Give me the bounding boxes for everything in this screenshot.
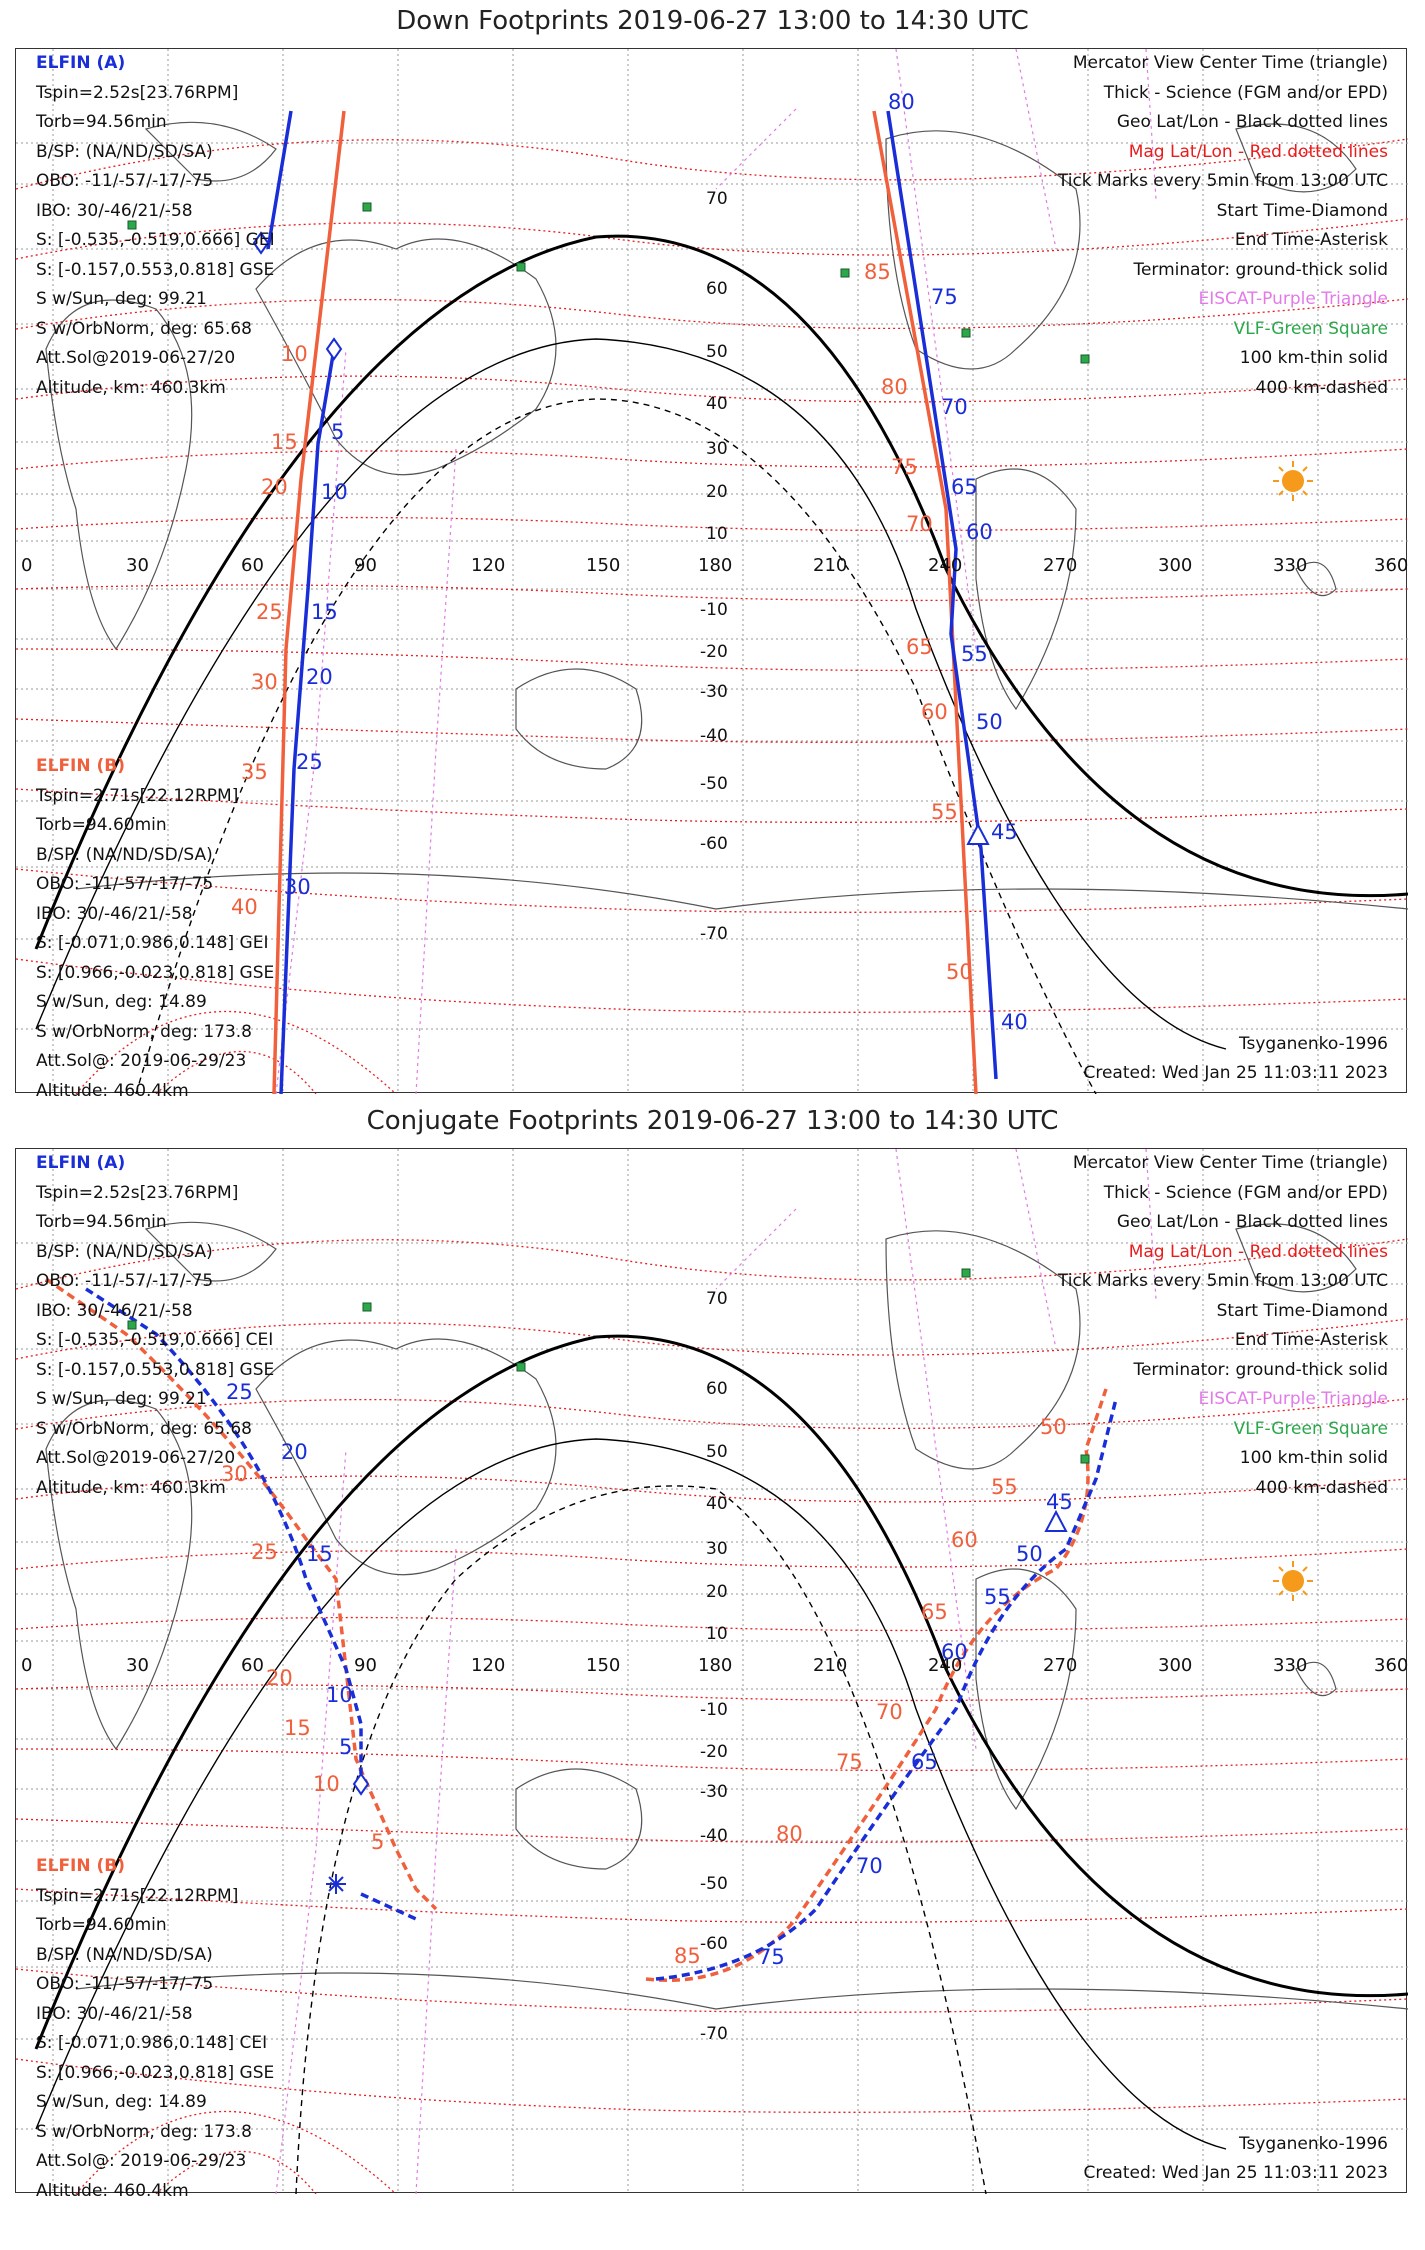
info-line: S: [-0.157,0.553,0.818] GSE [36, 259, 275, 280]
info-line: Altitude: 460.4km [36, 1080, 189, 1101]
svg-text:65: 65 [951, 475, 978, 499]
legend-terminator: Terminator: ground-thick solid [1133, 1359, 1388, 1380]
svg-text:85: 85 [864, 260, 891, 284]
elfin-b-name: ELFIN (B) [36, 756, 126, 776]
info-line: OBO: -11/-57/-17/-75 [36, 1271, 214, 1291]
elfin-b-track [274, 111, 976, 1094]
elfin-a-name: ELFIN (A) [36, 53, 126, 73]
svg-text:150: 150 [586, 1655, 621, 1676]
svg-text:30: 30 [126, 555, 149, 576]
legend-400km: 400 km-dashed [1255, 377, 1388, 398]
svg-text:75: 75 [836, 1750, 863, 1774]
svg-text:120: 120 [471, 1655, 506, 1676]
svg-text:60: 60 [941, 1640, 968, 1664]
svg-text:10: 10 [706, 1624, 728, 1644]
svg-text:60: 60 [241, 555, 264, 576]
info-line: Att.Sol@: 2019-06-29/23 [36, 2151, 247, 2171]
info-line: Torb=94.60min [36, 815, 167, 835]
svg-text:300: 300 [1158, 555, 1193, 576]
model-info [1083, 2130, 1388, 2188]
info-line: S: [-0.157,0.553,0.818] GSE [36, 1359, 275, 1380]
info-line: Tspin=2.52s[23.76RPM] [36, 1182, 239, 1203]
elfin-a-tick-labels [284, 90, 1028, 1034]
info-line: S w/Sun, deg: 14.89 [36, 2092, 207, 2112]
legend-ticks: Tick Marks every 5min from 13:00 UTC [1057, 1271, 1388, 1291]
info-line: B/SP: (NA/ND/SD/SA) [36, 844, 213, 865]
svg-text:45: 45 [1046, 1490, 1073, 1514]
svg-text:15: 15 [311, 600, 338, 624]
info-line: S w/OrbNorm, deg: 65.68 [36, 318, 253, 339]
svg-text:20: 20 [266, 1666, 293, 1690]
info-line: Torb=94.56min [36, 1212, 167, 1232]
info-line: B/SP: (NA/ND/SD/SA) [36, 1944, 213, 1965]
info-line: IBO: 30/-46/21/-58 [36, 1300, 193, 1321]
svg-text:75: 75 [931, 285, 958, 309]
svg-text:45: 45 [991, 820, 1018, 844]
elfin-b-info [36, 1852, 274, 2206]
svg-text:-40: -40 [700, 1826, 728, 1846]
svg-text:-10: -10 [700, 1700, 728, 1720]
svg-text:25: 25 [226, 1380, 253, 1404]
svg-text:60: 60 [951, 1528, 978, 1552]
svg-text:40: 40 [706, 394, 728, 414]
svg-text:5: 5 [371, 1830, 385, 1854]
svg-text:-70: -70 [700, 2024, 728, 2044]
legend-view: Mercator View Center Time (triangle) [1072, 1153, 1388, 1173]
info-line: S: [-0.071,0.986,0.148] GEI [36, 933, 269, 953]
info-line: Altitude, km: 460.3km [36, 377, 226, 398]
svg-text:30: 30 [126, 1655, 149, 1676]
info-line: B/SP: (NA/ND/SD/SA) [36, 141, 213, 162]
legend [1058, 49, 1388, 403]
svg-text:60: 60 [241, 1655, 264, 1676]
svg-text:55: 55 [931, 800, 958, 824]
svg-text:-20: -20 [700, 1742, 728, 1762]
svg-text:-20: -20 [700, 642, 728, 662]
svg-text:30: 30 [706, 439, 728, 459]
elfin-a-track [268, 111, 996, 1094]
info-line: B/SP: (NA/ND/SD/SA) [36, 1241, 213, 1262]
created-timestamp: Created: Wed Jan 25 11:03:11 2023 [1083, 1063, 1388, 1083]
svg-text:5: 5 [339, 1735, 353, 1759]
svg-text:330: 330 [1273, 1655, 1308, 1676]
info-line: IBO: 30/-46/21/-58 [36, 903, 193, 924]
svg-text:30: 30 [251, 670, 278, 694]
svg-text:10: 10 [326, 1683, 353, 1707]
svg-text:-60: -60 [700, 1934, 728, 1954]
svg-text:50: 50 [1040, 1415, 1067, 1439]
svg-text:5: 5 [331, 420, 345, 444]
info-line: S: [-0.535,-0.519,0.666] GEI [36, 230, 275, 250]
svg-text:-70: -70 [700, 924, 728, 944]
svg-text:40: 40 [231, 895, 258, 919]
svg-text:20: 20 [706, 482, 728, 502]
svg-text:20: 20 [706, 1582, 728, 1602]
svg-text:120: 120 [471, 555, 506, 576]
legend-geo: Geo Lat/Lon - Black dotted lines [1116, 1212, 1388, 1232]
info-line: Att.Sol@2019-06-27/20 [36, 348, 236, 368]
svg-text:50: 50 [976, 710, 1003, 734]
conjugate-footprints-map [15, 1148, 1408, 2201]
elfin-a-name: ELFIN (A) [36, 1153, 126, 1173]
elfin-b-tick-labels [231, 260, 973, 984]
legend-100km: 100 km-thin solid [1239, 348, 1388, 368]
svg-text:35: 35 [241, 760, 268, 784]
down-footprints-map [15, 48, 1408, 1101]
svg-text:0: 0 [21, 1655, 33, 1676]
legend-end: End Time-Asterisk [1234, 230, 1388, 250]
info-line: S: [0.966,-0.023,0.818] GSE [36, 2062, 275, 2083]
svg-text:-60: -60 [700, 834, 728, 854]
created-timestamp: Created: Wed Jan 25 11:03:11 2023 [1083, 2163, 1388, 2183]
model-name: Tsyganenko-1996 [1238, 1034, 1388, 1054]
svg-text:40: 40 [706, 1494, 728, 1514]
info-line: Torb=94.56min [36, 112, 167, 132]
sun-icon [1273, 1561, 1313, 1601]
elfin-b-info [36, 752, 274, 1106]
svg-text:70: 70 [876, 1700, 903, 1724]
legend-vlf: VLF-Green Square [1233, 1418, 1388, 1439]
svg-text:80: 80 [888, 90, 915, 114]
svg-text:180: 180 [698, 1655, 733, 1676]
info-line: S: [0.966,-0.023,0.818] GSE [36, 962, 275, 983]
legend-100km: 100 km-thin solid [1239, 1448, 1388, 1468]
panel-title: Conjugate Footprints 2019-06-27 13:00 to 14:30 UTC [366, 1106, 1059, 1136]
svg-text:-10: -10 [700, 600, 728, 620]
info-line: S: [-0.535,-0.519,0.666] CEI [36, 1330, 274, 1350]
svg-text:-40: -40 [700, 726, 728, 746]
svg-text:70: 70 [706, 189, 728, 209]
svg-text:210: 210 [813, 555, 848, 576]
info-line: IBO: 30/-46/21/-58 [36, 200, 193, 221]
sun-icon [1273, 461, 1313, 501]
svg-text:270: 270 [1043, 1655, 1078, 1676]
legend-thick: Thick - Science (FGM and/or EPD) [1103, 1182, 1388, 1203]
info-line: IBO: 30/-46/21/-58 [36, 2003, 193, 2024]
svg-text:65: 65 [906, 635, 933, 659]
info-line: OBO: -11/-57/-17/-75 [36, 1974, 214, 1994]
svg-text:90: 90 [354, 555, 377, 576]
info-line: Altitude, km: 460.3km [36, 1477, 226, 1498]
legend-eiscat: EISCAT-Purple Triangle [1198, 1389, 1388, 1409]
info-line: OBO: -11/-57/-17/-75 [36, 874, 214, 894]
info-line: Tspin=2.71s[22.12RPM] [36, 785, 239, 806]
triangle-icon [1046, 1512, 1066, 1531]
info-line: S w/Sun, deg: 99.21 [36, 289, 207, 309]
legend-start: Start Time-Diamond [1216, 200, 1388, 221]
svg-text:60: 60 [966, 520, 993, 544]
svg-text:20: 20 [261, 475, 288, 499]
svg-text:240: 240 [928, 555, 963, 576]
terminator-400km [136, 399, 1096, 1094]
svg-text:50: 50 [706, 1442, 728, 1462]
info-line: Altitude: 460.4km [36, 2180, 189, 2201]
svg-text:75: 75 [891, 455, 918, 479]
svg-text:70: 70 [706, 1289, 728, 1309]
svg-text:15: 15 [271, 430, 298, 454]
svg-text:270: 270 [1043, 555, 1078, 576]
svg-text:-50: -50 [700, 1874, 728, 1894]
info-line: Tspin=2.71s[22.12RPM] [36, 1885, 239, 1906]
legend-start: Start Time-Diamond [1216, 1300, 1388, 1321]
svg-text:60: 60 [706, 279, 728, 299]
elfin-a-info [36, 49, 275, 403]
legend-vlf: VLF-Green Square [1233, 318, 1388, 339]
info-line: S w/Sun, deg: 99.21 [36, 1389, 207, 1409]
svg-text:80: 80 [881, 375, 908, 399]
svg-text:70: 70 [906, 512, 933, 536]
asterisk-icon [326, 1874, 346, 1894]
legend-thick: Thick - Science (FGM and/or EPD) [1103, 82, 1388, 103]
elfin-a-info [36, 1149, 274, 1503]
svg-text:30: 30 [221, 1462, 248, 1486]
svg-text:85: 85 [674, 1944, 701, 1968]
svg-text:70: 70 [856, 1854, 883, 1878]
svg-text:30: 30 [706, 1539, 728, 1559]
svg-text:20: 20 [281, 1440, 308, 1464]
svg-text:360: 360 [1374, 1655, 1408, 1676]
svg-text:240: 240 [928, 1655, 963, 1676]
svg-text:-30: -30 [700, 682, 728, 702]
info-line: Torb=94.60min [36, 1915, 167, 1935]
svg-text:15: 15 [284, 1716, 311, 1740]
svg-text:330: 330 [1273, 555, 1308, 576]
svg-text:0: 0 [21, 555, 33, 576]
svg-text:60: 60 [921, 700, 948, 724]
model-info [1083, 1030, 1388, 1088]
svg-text:55: 55 [961, 642, 988, 666]
model-name: Tsyganenko-1996 [1238, 2134, 1388, 2154]
svg-text:210: 210 [813, 1655, 848, 1676]
svg-text:20: 20 [306, 665, 333, 689]
svg-text:300: 300 [1158, 1655, 1193, 1676]
info-line: S: [-0.071,0.986,0.148] CEI [36, 2033, 268, 2053]
svg-text:90: 90 [354, 1655, 377, 1676]
legend-geo: Geo Lat/Lon - Black dotted lines [1116, 112, 1388, 132]
svg-text:25: 25 [251, 1540, 278, 1564]
svg-text:360: 360 [1374, 555, 1408, 576]
svg-text:30: 30 [284, 875, 311, 899]
info-line: S w/OrbNorm, deg: 173.8 [36, 1021, 253, 1042]
legend [1058, 1149, 1388, 1503]
legend-terminator: Terminator: ground-thick solid [1133, 259, 1388, 280]
info-line: Att.Sol@: 2019-06-29/23 [36, 1051, 247, 1071]
legend-mag: Mag Lat/Lon - Red dotted lines [1128, 141, 1388, 162]
svg-text:-30: -30 [700, 1782, 728, 1802]
svg-text:50: 50 [706, 342, 728, 362]
legend-400km: 400 km-dashed [1255, 1477, 1388, 1498]
svg-text:75: 75 [758, 1945, 785, 1969]
legend-eiscat: EISCAT-Purple Triangle [1198, 289, 1388, 309]
panel-title: Down Footprints 2019-06-27 13:00 to 14:30 UTC [396, 6, 1029, 36]
svg-text:25: 25 [296, 750, 323, 774]
legend-ticks: Tick Marks every 5min from 13:00 UTC [1057, 171, 1388, 191]
svg-text:60: 60 [706, 1379, 728, 1399]
legend-view: Mercator View Center Time (triangle) [1072, 53, 1388, 73]
svg-text:65: 65 [911, 1750, 938, 1774]
svg-text:40: 40 [1001, 1010, 1028, 1034]
svg-text:150: 150 [586, 555, 621, 576]
svg-text:10: 10 [281, 342, 308, 366]
svg-text:80: 80 [776, 1822, 803, 1846]
legend-end: End Time-Asterisk [1234, 1330, 1388, 1350]
info-line: OBO: -11/-57/-17/-75 [36, 171, 214, 191]
svg-text:25: 25 [256, 600, 283, 624]
svg-text:180: 180 [698, 555, 733, 576]
diamond-icon [354, 1774, 368, 1794]
svg-text:50: 50 [946, 960, 973, 984]
info-line: S w/OrbNorm, deg: 173.8 [36, 2121, 253, 2142]
svg-text:55: 55 [984, 1585, 1011, 1609]
svg-text:10: 10 [313, 1772, 340, 1796]
svg-text:10: 10 [321, 480, 348, 504]
info-line: S w/Sun, deg: 14.89 [36, 992, 207, 1012]
svg-text:70: 70 [941, 395, 968, 419]
svg-text:50: 50 [1016, 1542, 1043, 1566]
svg-text:15: 15 [306, 1542, 333, 1566]
legend-mag: Mag Lat/Lon - Red dotted lines [1128, 1241, 1388, 1262]
elfin-b-name: ELFIN (B) [36, 1856, 126, 1876]
info-line: Tspin=2.52s[23.76RPM] [36, 82, 239, 103]
svg-text:10: 10 [706, 524, 728, 544]
svg-text:-50: -50 [700, 774, 728, 794]
svg-text:65: 65 [921, 1600, 948, 1624]
diamond-icon [327, 339, 341, 359]
svg-text:55: 55 [991, 1475, 1018, 1499]
info-line: S w/OrbNorm, deg: 65.68 [36, 1418, 253, 1439]
info-line: Att.Sol@2019-06-27/20 [36, 1448, 236, 1468]
